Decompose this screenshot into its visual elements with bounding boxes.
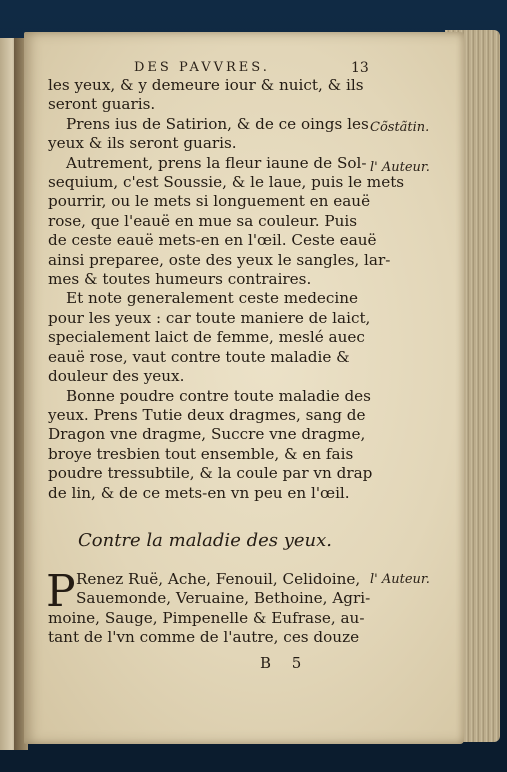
section-title: Contre la maladie des yeux. [78, 530, 332, 551]
text-line: de ceste eauë mets-en en l'œil. Ceste eauë [48, 231, 377, 250]
text-line: douleur des yeux. [48, 367, 185, 386]
text-line: Dragon vne dragme, Succre vne dragme, [48, 425, 366, 444]
text-line: pour les yeux : car toute maniere de laict, [48, 308, 371, 327]
text-line: ainsi preparee, oste des yeux le sangles, lar- [48, 250, 391, 269]
text-line: tant de l'vn comme de l'autre, ces douze [48, 628, 360, 647]
margin-note-auteur: l' Auteur. [370, 572, 430, 587]
text-line: broye tresbien tout ensemble, & en fais [48, 444, 354, 463]
text-line: les yeux, & y demeure iour & nuict, & ils [48, 76, 364, 94]
text-line: pourrir, ou le mets si longuement en eauë [48, 192, 371, 211]
text-line: Bonne poudre contre toute maladie des [66, 386, 371, 405]
text-line: eauë rose, vaut contre toute maladie & [48, 347, 350, 366]
text-line: seront guaris. [48, 95, 156, 114]
text-line: Et note generalement ceste medecine [66, 289, 359, 308]
text-line: specialement laict de femme, meslé auec [48, 328, 365, 347]
text-line: rose, que l'eauë en mue sa couleur. Puis [48, 211, 358, 230]
margin-note-costatin: Cõstãtin. [370, 120, 430, 135]
text-line: moine, Sauge, Pimpenelle & Eufrase, au- [48, 608, 365, 627]
page-number: 13 [351, 60, 369, 76]
book-page [24, 32, 464, 744]
text-line: sequium, c'est Soussie, & le laue, puis le mets [48, 173, 405, 192]
drop-capital: P [46, 566, 76, 617]
text-line: Sauemonde, Veruaine, Bethoine, Agri- [76, 589, 371, 608]
section-body [46, 566, 388, 648]
text-line: de lin, & de ce mets-en vn peu en l'œil. [48, 483, 350, 502]
text-line: yeux & ils seront guaris. [48, 134, 237, 153]
text-line: Renez Ruë, Ache, Fenouil, Celidoine, [76, 570, 361, 588]
text-line: Prens ius de Satirion, & de ce oings les [66, 114, 369, 133]
text-line: yeux. Prens Tutie deux dragmes, sang de [48, 405, 366, 424]
margin-note-auteur: l' Auteur. [370, 160, 430, 175]
running-head: DES PAVVRES. [134, 60, 270, 75]
text-line: mes & toutes humeurs contraires. [48, 270, 312, 289]
text-line: Autrement, prens la fleur iaune de Sol- [66, 153, 367, 172]
text-line: poudre tressubtile, & la coule par vn drap [48, 464, 373, 483]
signature-mark: B 5 [260, 654, 310, 672]
